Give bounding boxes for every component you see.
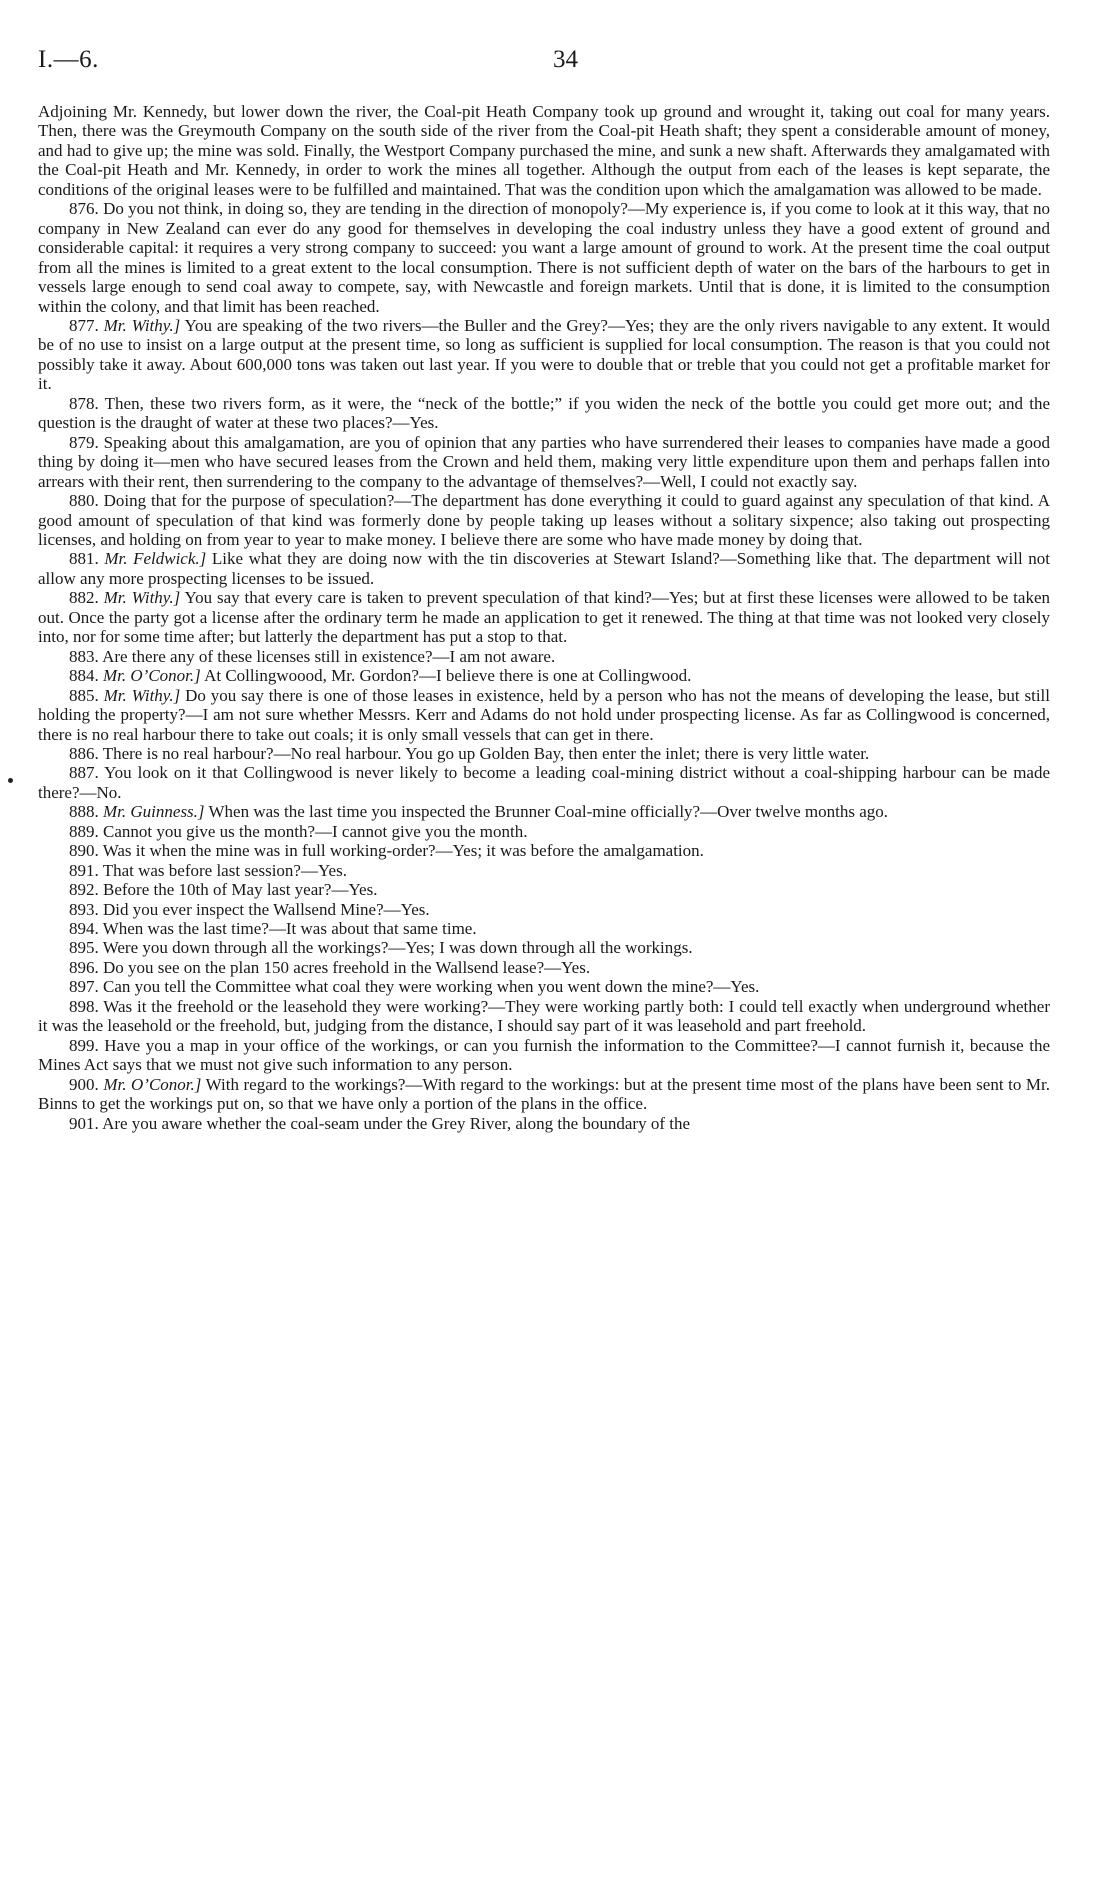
question-number: 899. (69, 1035, 99, 1055)
question-901 (38, 1114, 1050, 1133)
question-892 (38, 880, 1050, 899)
speaker-name: Mr. Withy.] (103, 588, 181, 608)
paragraph-continuation (38, 102, 1050, 199)
paragraph-text: Speaking about this amalgamation, are you of opinion that any parties who have surrendered their leases to companies have made a good thing by doing it—men who have secured leases from the Crown and held them, making very little expenditure upon them and perhaps fallen into arrears with their rent, then surrendering to the company to the advantage of themselves?—Well, I could not exactly say. (38, 432, 1050, 491)
paragraph-text: You look on it that Collingwood is never likely to become a leading coal-mining district without a coal-shipping harbour can be made there?—No. (38, 763, 1050, 802)
question-882 (38, 588, 1050, 646)
paragraph-text: At Collingwoood, Mr. Gordon?—I believe there is one at Collingwood. (204, 666, 692, 686)
question-number: 891. (69, 860, 99, 880)
question-number: 879. (69, 432, 99, 452)
question-883 (38, 647, 1050, 666)
question-number: 878. (69, 393, 99, 413)
question-884 (38, 666, 1050, 685)
paragraph-text: Doing that for the purpose of speculation?—The department has done everything it could to guard against any speculation of that kind. A good amount of speculation of that kind was formerly done by people taking up leases without a solitary sixpence; also taking out prospecting licenses, and holding on from year to year to make money. I believe there are some who have made money by doing that. (38, 491, 1050, 549)
question-number: 897. (69, 977, 99, 997)
paragraph-text: Like what they are doing now with the tin discoveries at Stewart Island?—Something like that. The department will not allow any more prospecting licenses to be issued. (38, 549, 1050, 588)
paragraph-text: That was before last session?—Yes. (102, 860, 347, 880)
paragraph-text: Adjoining Mr. Kennedy, but lower down the river, the Coal-pit Heath Company took up ground and wrought it, taking out coal for many years. Then, there was the Greymouth Company on the south side of the river from the Coal-pit Heath shaft; they spent a considerable amount of money, and had to give up; the mine was sold. Finally, the Westport Company purchased the mine, and sunk a new shaft. Afterwards they amalgamated with the Coal-pit Heath and Mr. Kennedy, in order to work the mines all together. Although the output from each of the leases is kept separate, the conditions of the original leases were to be fulfilled and maintained. That was the condition upon which the amalgamation was allowed to be made. (38, 102, 1050, 199)
question-number: 888. (69, 802, 99, 822)
paragraph-text: When was the last time you inspected the Brunner Coal-mine officially?—Over twelve months ago. (208, 802, 889, 822)
question-899 (38, 1036, 1050, 1075)
speaker-name: Mr. Withy.] (103, 685, 181, 705)
document-page (38, 0, 1050, 1885)
question-894 (38, 919, 1050, 938)
page-header (38, 46, 1050, 80)
question-877 (38, 316, 1050, 394)
question-878 (38, 394, 1050, 433)
question-number: 881. (69, 549, 99, 569)
question-890 (38, 841, 1050, 860)
question-900 (38, 1075, 1050, 1114)
paragraph-text: Then, these two rivers form, as it were, the “neck of the bottle;” if you widen the neck of the bottle you could get more out; and the question is the draught of water at these two places?—Yes. (38, 393, 1050, 433)
document-reference: I.—6. (38, 46, 99, 73)
question-887 (38, 763, 1050, 802)
speaker-name: Mr. O’Conor.] (103, 666, 201, 686)
question-885 (38, 686, 1050, 744)
question-888 (38, 802, 1050, 821)
question-number: 886. (69, 743, 99, 763)
paragraph-text: Do you not think, in doing so, they are tending in the direction of monopoly?—My experience is, if you come to look at it this way, that no company in New Zealand can ever do any good for themselves in developing the coal industry unless they have a good extent of ground and considerable capital: it requires a very strong company to succeed: you want a large amount of ground to work. At the present time the coal output from all the mines is limited to a great extent to the local consumption. There is not sufficient depth of water on the bars of the harbours to get in vessels large enough to send coal away to compete, say, with Newcastle and foreign markets. Until that is done, it is limited to the consumption within the colony, and that limit has been reached. (38, 199, 1050, 316)
paragraph-text: Cannot you give us the month?—I cannot give you the month. (103, 821, 528, 841)
paragraph-text: You are speaking of the two rivers—the Buller and the Grey?—Yes; they are the only rivers navigable to any extent. It would be of no use to insist on a large output at the present time, so long as sufficient is supplied for local consumption. The reason is that you could not possibly take it away. About 600,000 tons was taken out last year. If you were to double that or treble that you could not get a profitable market for it. (38, 315, 1050, 394)
paragraph-text: Have you a map in your office of the workings, or can you furnish the information to the Committee?—I cannot furnish it, because the Mines Act says that we must not give such information to any person. (38, 1035, 1050, 1075)
question-number: 877. (69, 315, 99, 335)
question-number: 896. (69, 957, 99, 977)
paragraph-text: Do you say there is one of those leases in existence, held by a person who has not the means of developing the lease, but still holding the property?—I am not sure whether Messrs. Kerr and Adams do not hold under prospecting license. As far as Collingwood is concerned, there is no real harbour there to take out coals; it is only small vessels that can get in there. (38, 685, 1050, 744)
question-881 (38, 549, 1050, 588)
question-number: 876. (69, 199, 99, 219)
question-895 (38, 938, 1050, 957)
question-879 (38, 433, 1050, 491)
paragraph-text: There is no real harbour?—No real harbour. You go up Golden Bay, then enter the inlet; there is very little water. (102, 743, 870, 763)
speaker-name: Mr. Withy.] (103, 315, 181, 335)
question-889 (38, 822, 1050, 841)
question-897 (38, 977, 1050, 996)
speaker-name: Mr. Feldwick.] (104, 549, 207, 569)
speaker-name: Mr. O’Conor.] (103, 1074, 202, 1094)
question-number: 898. (69, 996, 99, 1016)
question-number: 895. (69, 938, 99, 958)
evidence-transcript (38, 102, 1050, 1133)
paragraph-text: Before the 10th of May last year?—Yes. (103, 880, 378, 900)
margin-mark (8, 778, 13, 783)
question-number: 884. (69, 666, 99, 686)
question-number: 889. (69, 821, 99, 841)
paragraph-text: With regard to the workings?—With regard to the workings: but at the present time most of the plans have been sent to Mr. Binns to get the workings put on, so that we have only a portion of the plans in the office. (38, 1074, 1050, 1114)
question-number: 893. (69, 899, 99, 919)
question-number: 885. (69, 685, 99, 705)
paragraph-text: When was the last time?—It was about that same time. (102, 919, 477, 939)
speaker-name: Mr. Guinness.] (103, 802, 205, 822)
question-898 (38, 997, 1050, 1036)
paragraph-text: Do you see on the plan 150 acres freehold in the Wallsend lease?—Yes. (103, 957, 591, 977)
paragraph-text: Did you ever inspect the Wallsend Mine?—Yes. (103, 899, 430, 919)
question-number: 883. (69, 646, 99, 666)
question-number: 880. (69, 491, 99, 511)
question-number: 890. (69, 841, 99, 861)
question-893 (38, 900, 1050, 919)
question-891 (38, 861, 1050, 880)
paragraph-text: Were you down through all the workings?—Yes; I was down through all the workings. (102, 938, 693, 958)
question-880 (38, 491, 1050, 549)
paragraph-text: You say that every care is taken to prevent speculation of that kind?—Yes; but at first these licenses were allowed to be taken out. Once the party got a license after the ordinary term he made an application to get it renewed. The thing at that time was not looked very closely into, nor for some time after; but latterly the department has put a stop to that. (38, 588, 1050, 647)
question-896 (38, 958, 1050, 977)
paragraph-text: Was it the freehold or the leasehold they were working?—They were working partly both: I could tell exactly when underground whether it was the leasehold or the freehold, but, judging from the distance, I should say part of it was leasehold and part freehold. (38, 996, 1050, 1036)
question-number: 901. (69, 1113, 99, 1133)
paragraph-text: Are there any of these licenses still in existence?—I am not aware. (102, 646, 556, 666)
paragraph-text: Are you aware whether the coal-seam under the Grey River, along the boundary of the (102, 1113, 691, 1133)
question-number: 887. (69, 763, 99, 783)
paragraph-text: Can you tell the Committee what coal they were working when you went down the mine?—Yes. (103, 977, 760, 997)
question-number: 894. (69, 919, 99, 939)
question-number: 882. (69, 588, 99, 608)
question-number: 892. (69, 880, 99, 900)
question-876 (38, 199, 1050, 316)
question-number: 900. (69, 1074, 99, 1094)
question-886 (38, 744, 1050, 763)
paragraph-text: Was it when the mine was in full working-order?—Yes; it was before the amalgamation. (102, 841, 704, 861)
page-number: 34 (553, 46, 578, 73)
